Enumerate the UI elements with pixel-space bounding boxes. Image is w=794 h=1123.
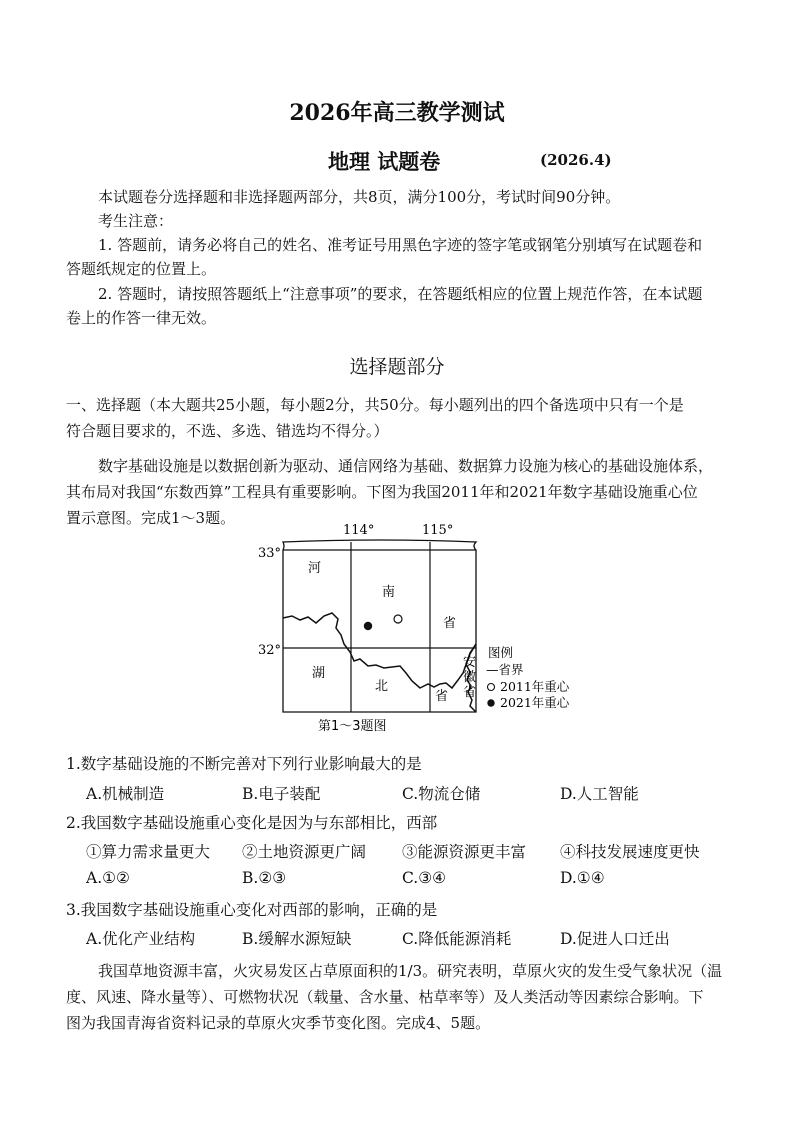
- instruction-2-line-2: 卷上的作答一律无效。: [66, 309, 217, 327]
- latitude-label-32: 32°: [258, 643, 282, 658]
- q2-statement-1: ①算力需求量更大: [86, 843, 211, 861]
- province-nan: 南: [382, 585, 396, 600]
- q3-option-b: B.缓解水源短缺: [242, 930, 352, 948]
- q1-option-a: A.机械制造: [86, 785, 165, 803]
- province-sheng-henan: 省: [443, 616, 457, 631]
- map-figure: [250, 520, 600, 738]
- legend-2011-icon: [488, 684, 495, 691]
- legend-border: —省界: [486, 662, 524, 677]
- q3-stem: 3.我国数字基础设施重心变化对西部的影响，正确的是: [66, 901, 438, 919]
- q2-option-b: B.②③: [242, 869, 287, 887]
- province-he: 河: [308, 561, 322, 576]
- province-sheng-anhui: 省: [463, 685, 477, 700]
- q2-option-a: A.①②: [86, 869, 130, 887]
- province-hui: 徽: [463, 670, 477, 685]
- passage2-line-2: 度、风速、降水量等）、可燃物状况（载量、含水量、枯草率等）及人类活动等因素综合影响。下: [66, 988, 704, 1006]
- part-description-line-1: 一、选择题（本大题共25小题，每小题2分，共50分。每小题列出的四个备选项中只有一个是: [66, 396, 684, 414]
- longitude-label-115: 115°: [422, 523, 454, 538]
- q2-option-d: D.①④: [560, 869, 605, 887]
- passage1-line-2: 其布局对我国“东数西算”工程具有重要影响。下图为我国2011年和2021年数字基础设施重心位: [66, 483, 698, 501]
- q2-stem: 2.我国数字基础设施重心变化是因为与东部相比，西部: [66, 814, 438, 832]
- passage1-line-3: 置示意图。完成1～3题。: [66, 509, 236, 527]
- instruction-1-line-1: 1. 答题前，请务必将自己的姓名、准考证号用黑色字迹的签字笔或钢笔分别填写在试题卷和: [98, 236, 703, 254]
- centroid-2021-marker: [364, 622, 372, 630]
- province-sheng-hubei: 省: [435, 689, 449, 704]
- q3-option-d: D.促进人口迁出: [560, 930, 670, 948]
- q2-statement-4: ④科技发展速度更快: [560, 843, 700, 861]
- exam-title: 2026年高三教学测试: [289, 100, 505, 126]
- section-title: 选择题部分: [349, 356, 445, 378]
- q3-option-a: A.优化产业结构: [86, 930, 196, 948]
- q2-statement-3: ③能源资源更丰富: [402, 843, 527, 861]
- q1-option-c: C.物流仓储: [402, 785, 481, 803]
- q2-option-c: C.③④: [402, 869, 447, 887]
- exam-date: (2026.4): [540, 151, 612, 169]
- q3-option-c: C.降低能源消耗: [402, 930, 512, 948]
- map-caption: 第1～3题图: [318, 719, 387, 734]
- province-hu: 湖: [312, 666, 326, 681]
- q1-option-d: D.人工智能: [560, 785, 639, 803]
- legend-2011-label: 2011年重心: [500, 679, 570, 694]
- notice-title: 考生注意：: [98, 212, 174, 230]
- legend-2021-label: 2021年重心: [500, 695, 570, 710]
- intro-line: 本试题卷分选择题和非选择题两部分，共8页，满分100分，考试时间90分钟。: [98, 188, 621, 206]
- legend-title: 图例: [488, 645, 514, 660]
- passage2-line-1: 我国草地资源丰富，火灾易发区占草原面积的1/3。研究表明，草原火灾的发生受气象状况（温: [98, 962, 723, 980]
- latitude-label-33: 33°: [258, 546, 282, 561]
- part-description-line-2: 符合题目要求的，不选、多选、错选均不得分。）: [66, 422, 389, 440]
- q2-statement-2: ②土地资源更广阔: [242, 843, 367, 861]
- q1-option-b: B.电子装配: [242, 785, 321, 803]
- legend-2021-icon: [487, 699, 494, 706]
- passage2-line-3: 图为我国青海省资料记录的草原火灾季节变化图。完成4、5题。: [66, 1014, 491, 1032]
- q1-stem: 1.数字基础设施的不断完善对下列行业影响最大的是: [66, 755, 422, 773]
- instruction-2-line-1: 2. 答题时，请按照答题纸上“注意事项”的要求，在答题纸相应的位置上规范作答，在本试题: [98, 285, 703, 303]
- passage1-line-1: 数字基础设施是以数据创新为驱动、通信网络为基础、数据算力设施为核心的基础设施体系，: [98, 457, 714, 475]
- centroid-2011-marker: [394, 615, 402, 623]
- longitude-label-114: 114°: [343, 523, 375, 538]
- province-an: 安: [463, 655, 477, 670]
- province-bei: 北: [375, 679, 389, 694]
- subject-title: 地理 试题卷: [328, 149, 441, 174]
- instruction-1-line-2: 答题纸规定的位置上。: [66, 260, 217, 278]
